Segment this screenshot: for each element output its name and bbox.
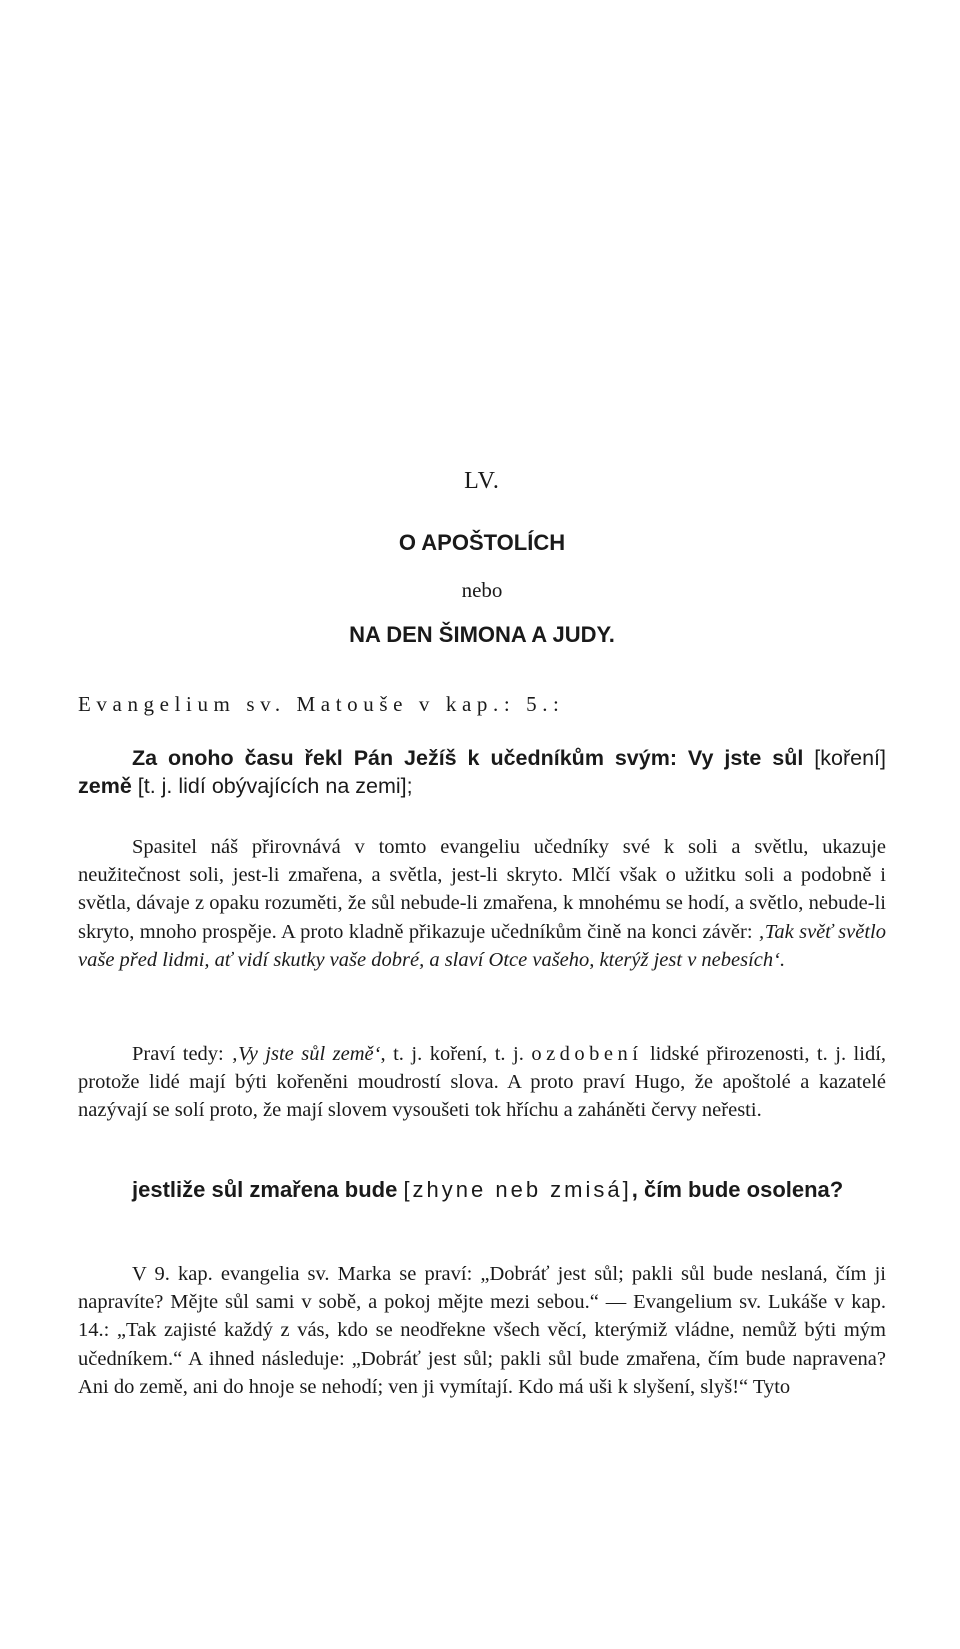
verse-quote-2 — [78, 1175, 886, 1205]
verse-1-gloss-b: [t. j. lidí obývajících na zemi]; — [137, 774, 413, 798]
verse-1-bold-b: země — [78, 774, 138, 798]
paragraph-2-text-b: , t. j. koření, t. j. — [380, 1043, 532, 1065]
paragraph-1-quote: ‚Tak svěť světlo vaše před lidmi, ať vidí skutky vaše dobré, a slaví Otce vašeho, kterýž jest v nebesích‘. — [78, 920, 886, 971]
verse-2-bold-b: , čím bude osolena? — [631, 1177, 844, 1202]
verse-2-gloss: [zhyne neb zmisá] — [403, 1177, 632, 1202]
paragraph-2-text-c: lidské přirozenosti, t. j. lidí, protože lidé mají býti kořeněni moudrostí slova. A proto praví Hugo, že apoštolé a kazatelé nazývají se solí proto, že mají slovem vysoušeti tok hříchu a zaháněti červy neřesti. — [78, 1043, 887, 1122]
paragraph-1 — [78, 833, 886, 974]
verse-1-bold-a: Za onoho času řekl Pán Ježíš k učedníkům svým: Vy jste sůl — [132, 746, 815, 770]
paragraph-2-text-a: Praví tedy: — [132, 1043, 232, 1065]
chapter-number: LV. — [464, 468, 500, 494]
paragraph-2-quote: ‚Vy jste sůl země‘ — [231, 1043, 381, 1065]
chapter-title: O APOŠTOLÍCH — [398, 530, 566, 555]
paragraph-2 — [78, 1040, 886, 1125]
verse-1-gloss-a: [koření] — [814, 746, 886, 770]
chapter-subtitle: NA DEN ŠIMONA A JUDY. — [349, 622, 615, 647]
paragraph-3: V 9. kap. evangelia sv. Marka se praví: „Dobráť jest sůl; pakli sůl bude neslaná, čím ji napravíte? Mějte sůl sami v sobě, a pokoj mějte mezi sebou.“ — Evangelium sv. Lukáše v kap. 14.: „Tak zajisté každý z vás, kdo se neodřekne všech věcí, kterýmiž vládne, nemůž býti mým učedníkem.“ A ihned následuje: „Dobráť jest sůl; pakli sůl bude zmařena, čím bude napravena? Ani do země, ani do hnoje se nehodí; ven ji vymítají. Kdo má uši k slyšení, slyš!“ Tyto — [78, 1263, 886, 1398]
paragraph-2-spaced-word: ozdobení — [531, 1043, 643, 1065]
gospel-reference: Evangelium sv. Matouše v kap.: 5.: — [78, 692, 565, 716]
verse-quote-1 — [78, 744, 886, 800]
verse-2-bold-a: jestliže sůl zmařena bude — [132, 1177, 404, 1202]
title-connector: nebo — [461, 578, 503, 602]
paragraph-1-text: Spasitel náš přirovnává v tomto evangeliu učedníky své k soli a světlu, ukazuje neužitečnost soli, jest-li zmařena, a světla, jest-li skryto. Mlčí však o užitku soli a podobně i světla, dávaje z opaku rozuměti, že sůl nebude-li zmařena, k mnohému se hodí, a světlo, nebude-li skryto, mnoho prospěje. A proto kladně přikazuje učedníkům čině na konci závěr: — [78, 836, 886, 943]
